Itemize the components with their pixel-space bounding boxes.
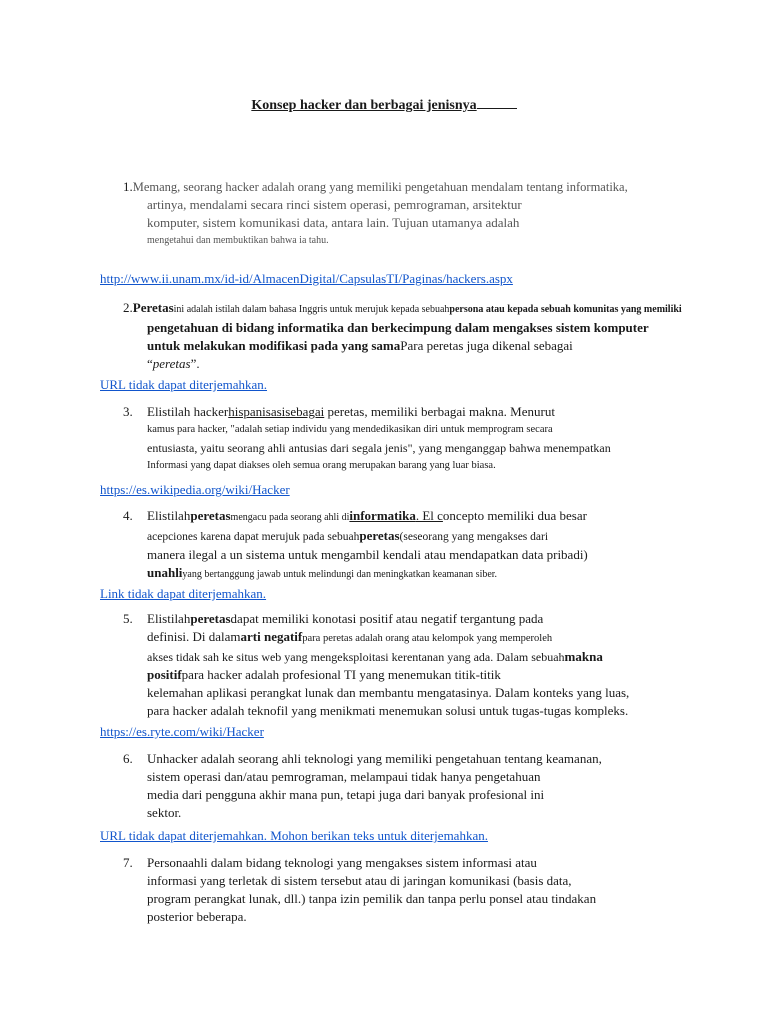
item-3-line-2: kamus para hacker, "adalah setiap individu yang mendedikasikan diri untuk memprogram secara [147, 424, 553, 435]
item-1-line-4: mengetahui dan membuktikan bahwa ia tahu. [147, 235, 329, 246]
item-4-line-4-a: unahli [147, 565, 183, 580]
item-5-line-2 [123, 628, 668, 648]
item-6-line-4: sektor. [147, 805, 182, 820]
item-4-line-4 [123, 564, 668, 584]
item-4-line-1-c: mengacu pada seorang ahli di [230, 512, 350, 523]
item-5-line-3-b: makna [564, 649, 603, 664]
item-5-line-3 [123, 648, 668, 666]
link-wikipedia[interactable]: https://es.wikipedia.org/wiki/Hacker [100, 482, 290, 497]
item-3-line-1-d: peretas, memiliki berbagai makna. Menurut [324, 404, 555, 419]
item-5-line-1 [123, 610, 668, 628]
item-5-line-2-a: definisi. Di dalam [147, 629, 241, 644]
item-4-line-1 [123, 507, 668, 527]
list-item-5 [123, 610, 668, 720]
item-2-line-2: pengetahuan di bidang informatika dan berkecimpung dalam mengakses sistem komputer [147, 320, 649, 335]
item-7-line-4: posterior beberapa. [147, 909, 247, 924]
item-4-line-1-d: informatika [349, 508, 416, 523]
item-4-line-2-a: acepciones karena dapat merujuk pada sebuah [147, 531, 360, 543]
item-4-line-1-e: . El c [415, 508, 443, 523]
item-1-line-1 [123, 178, 668, 196]
item-5-line-1-b: peretas [190, 611, 231, 626]
link-ryte[interactable]: https://es.ryte.com/wiki/Hacker [100, 724, 264, 739]
list-item-2 [123, 299, 682, 373]
item-6-number: 6. [123, 751, 133, 766]
item-4-line-2-c: (seseorang yang mengakses dari [399, 531, 549, 543]
list-item-6 [123, 750, 668, 822]
item-4-line-2-b: peretas [359, 528, 400, 543]
item-4-line-1-b: peretas [190, 508, 231, 523]
item-5-line-6: para hacker adalah teknofil yang menikmati menemukan solusi untuk tugas-tugas kompleks. [147, 703, 629, 718]
item-2-number: 2. [123, 300, 133, 315]
item-2-line-3 [123, 337, 668, 355]
item-7-line-2: informasi yang terletak di sistem tersebut atau di jaringan komunikasi (basis data, [147, 873, 572, 888]
title-underline-trail [477, 96, 517, 109]
item-4-line-2 [123, 527, 668, 546]
item-2-line-4 [123, 355, 668, 373]
item-1-line-2: artinya, mendalami secara rinci sistem operasi, pemrograman, arsitektur [147, 197, 522, 212]
item-5-line-2-c: para peretas adalah orang atau kelompok yang memperoleh [302, 633, 553, 644]
list-item-1 [123, 178, 668, 250]
item-5-line-2-b: arti negatif [240, 629, 303, 644]
item-3-line-1 [123, 403, 668, 421]
item-2-close-quote: ”. [190, 356, 200, 371]
item-5-line-3-a: akses tidak sah ke situs web yang mengeksploitasi kerentanan yang ada. Dalam sebuah [147, 650, 565, 664]
item-2-open-quote: “ [147, 356, 153, 371]
link-not-translated-2[interactable]: Link tidak dapat diterjemahkan. [100, 586, 267, 601]
link-not-translated-3[interactable]: URL tidak dapat diterjemahkan. Mohon berikan teks untuk diterjemahkan. [100, 828, 488, 843]
item-5-line-1-a: Elistilah [147, 611, 191, 626]
list-item-4 [123, 507, 668, 584]
item-5-line-4-a: positif [147, 667, 182, 682]
item-5-line-5: kelemahan aplikasi perangkat lunak dan membantu mengatasinya. Dalam konteks yang luas, [147, 685, 630, 700]
item-2-keyword: Peretas [132, 300, 174, 315]
item-3-number: 3. [123, 404, 133, 419]
item-5-line-4 [123, 666, 668, 684]
item-3-line-1-b: hispanisasi [228, 404, 286, 419]
item-4-line-4-b: yang bertanggung jawab untuk melindungi dan meningkatkan keamanan siber. [182, 569, 498, 580]
document-title [0, 96, 768, 114]
item-2-line-1-small-bold: persona atau kepada sebuah komunitas yang memiliki [449, 304, 682, 315]
title-text: Konsep hacker dan berbagai jenisnya [251, 98, 477, 113]
item-7-line-1: Personaahli dalam bidang teknologi yang mengakses sistem informasi atau [147, 855, 537, 870]
item-1-number: 1. [123, 179, 133, 194]
link-unam[interactable]: http://www.ii.unam.mx/id-id/AlmacenDigital/CapsulasTI/Paginas/hackers.aspx [100, 271, 513, 286]
item-3-line-1-c: sebagai [285, 404, 325, 419]
item-4-line-1-a: Elistilah [147, 508, 191, 523]
item-5-line-1-c: dapat memiliki konotasi positif atau negatif tergantung pada [230, 611, 544, 626]
item-2-line-1 [123, 299, 682, 319]
item-1-line-1-text: Memang, seorang hacker adalah orang yang memiliki pengetahuan mendalam tentang informatika, [132, 180, 628, 194]
item-2-italic: peretas [152, 356, 191, 371]
item-4-line-1-f: oncepto memiliki dua besar [442, 508, 587, 523]
item-2-line-1-small: ini adalah istilah dalam bahasa Inggris untuk merujuk kepada sebuah [173, 304, 450, 315]
item-6-line-1: Unhacker adalah seorang ahli teknologi yang memiliki pengetahuan tentang keamanan, [147, 751, 602, 766]
item-2-line-3-text: Para peretas juga dikenal sebagai [400, 338, 573, 353]
item-3-line-4: Informasi yang dapat diakses oleh semua orang merupakan barang yang luar biasa. [147, 460, 496, 471]
item-6-line-2: sistem operasi dan/atau pemrograman, melampaui tidak hanya pengetahuan [147, 769, 541, 784]
item-6-line-3: media dari pengguna akhir mana pun, tetapi juga dari banyak profesional ini [147, 787, 545, 802]
list-item-7 [123, 854, 668, 926]
item-1-line-3: komputer, sistem komunikasi data, antara lain. Tujuan utamanya adalah [147, 215, 520, 230]
item-7-number: 7. [123, 855, 133, 870]
list-item-3 [123, 403, 668, 475]
item-5-line-4-b: para hacker adalah profesional TI yang menemukan titik-titik [181, 667, 501, 682]
item-3-line-1-a: Elistilah hacker [147, 404, 229, 419]
item-4-number: 4. [123, 508, 133, 523]
item-4-line-3: manera ilegal a un sistema untuk mengambil kendali atau mendapatkan data pribadi) [147, 547, 588, 562]
item-2-line-3-bold: untuk melakukan modifikasi pada yang sama [147, 338, 401, 353]
link-not-translated-1[interactable]: URL tidak dapat diterjemahkan. [100, 377, 268, 392]
item-7-line-3: program perangkat lunak, dll.) tanpa izin pemilik dan tanpa perlu ponsel atau tindakan [147, 891, 597, 906]
item-3-line-3: entusiasta, yaitu seorang ahli antusias dari segala jenis", yang menganggap bahwa menempatkan [147, 441, 611, 455]
item-5-number: 5. [123, 611, 133, 626]
